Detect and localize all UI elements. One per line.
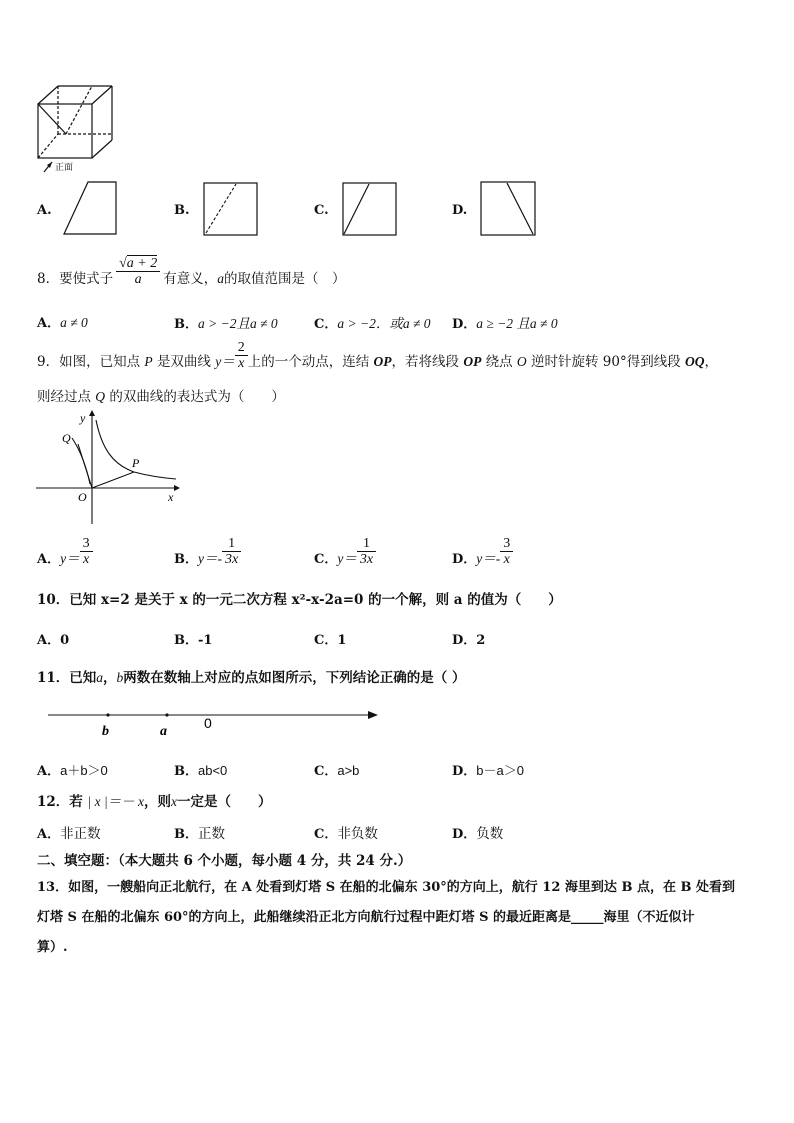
q9-option-c[interactable]: C．y＝ $\frac{1}{3x}$ bbox=[314, 536, 376, 567]
q8-var: a bbox=[217, 271, 224, 286]
q12-option-b[interactable]: B．正数 bbox=[174, 826, 225, 842]
q8-fraction-num: √a + 2 bbox=[116, 256, 160, 272]
q9-hyperbola-graph bbox=[34, 410, 184, 528]
q7-option-b-label: B. bbox=[174, 203, 190, 218]
q11-option-c[interactable]: C．a>b bbox=[314, 763, 360, 779]
q11-option-d[interactable]: D．b－a＞0 bbox=[452, 763, 524, 779]
q7-option-c-label: C. bbox=[314, 203, 329, 218]
graph-p-label: P bbox=[132, 456, 140, 470]
q9-option-a[interactable]: A．y＝ $\frac{3}{x}$ bbox=[37, 536, 93, 567]
cube-diagram bbox=[34, 82, 134, 178]
q12-option-d[interactable]: D．负数 bbox=[452, 826, 504, 842]
q9-stem-line1: 9．如图，已知点 P 是双曲线 y＝ $\frac{2}{x}$ 上的一个动点，连结 OP，若将线段 OP 绕点 O 逆时针旋转 90°得到线段 OQ， bbox=[37, 340, 718, 371]
front-label: 正面 bbox=[55, 163, 74, 173]
q8-stem-pre: 8．要使式子 bbox=[37, 271, 114, 287]
q7-option-d-label: D. bbox=[452, 203, 468, 218]
q8-option-c[interactable]: C．a > −2．或a ≠ 0 bbox=[314, 316, 431, 332]
graph-x-label: x bbox=[168, 490, 174, 504]
q11-stem: 11．已知a，b两数在数轴上对应的点如图所示，下列结论正确的是（ ） bbox=[37, 670, 466, 686]
q8-stem bbox=[37, 256, 345, 287]
q13-line-2: 灯塔 S 在船的北偏东 60°的方向上，此船继续沿正北方向航行过程中距灯塔 S 的最近距离是_____海里（不近似计 bbox=[37, 910, 695, 925]
q13-line-1: 13．如图，一艘船向正北航行，在 A 处看到灯塔 S 在船的北偏东 30°的方向上，航行 12 海里到达 B 点，在 B 处看到 bbox=[37, 880, 736, 895]
q8-stem-end: 的取值范围是（ ） bbox=[223, 271, 346, 287]
graph-y-label: y bbox=[80, 411, 86, 425]
q8-option-b[interactable]: B．a > −2且a ≠ 0 bbox=[174, 316, 278, 332]
q8-option-a[interactable]: A．a ≠ 0 bbox=[37, 315, 88, 331]
number-line-a: a bbox=[160, 724, 167, 739]
q8-option-d[interactable]: D．a ≥ −2 且a ≠ 0 bbox=[452, 316, 558, 332]
q7-option-d-figure[interactable] bbox=[479, 180, 539, 237]
q7-option-b-figure[interactable] bbox=[202, 181, 260, 237]
q10-stem: 10．已知 x=2 是关于 x 的一元二次方程 x²-x-2a=0 的一个解，则 a 的值为（ ） bbox=[37, 592, 562, 608]
q12-option-a[interactable]: A．非正数 bbox=[37, 826, 101, 842]
q10-option-b[interactable]: B．-1 bbox=[174, 633, 213, 648]
q10-option-d[interactable]: D．2 bbox=[452, 633, 486, 648]
q7-option-a-label: A. bbox=[37, 203, 52, 218]
q11-option-a[interactable]: A．a＋b＞0 bbox=[37, 763, 108, 779]
q8-stem-post: 有意义， bbox=[163, 271, 218, 287]
q10-option-a[interactable]: A．0 bbox=[37, 633, 70, 648]
number-line-b: b bbox=[102, 724, 109, 739]
q9-options bbox=[37, 536, 757, 576]
q13-line-3: 算）. bbox=[37, 940, 68, 955]
q11-number-line bbox=[46, 706, 382, 742]
q7-option-c-figure[interactable] bbox=[341, 181, 399, 237]
q9-stem-line2: 则经过点 Q 的双曲线的表达式为（ ） bbox=[37, 389, 285, 405]
section-2-title: 二、填空题：（本大题共 6 个小题，每小题 4 分，共 24 分.） bbox=[37, 853, 412, 869]
q9-option-d[interactable]: D．y＝- $\frac{3}{x}$ bbox=[452, 536, 513, 567]
graph-origin-label: O bbox=[78, 490, 87, 504]
q7-option-a-figure[interactable] bbox=[60, 180, 120, 236]
q9-option-b[interactable]: B．y＝- $\frac{1}{3x}$ bbox=[174, 536, 241, 567]
q8-fraction bbox=[116, 256, 160, 287]
q12-stem: 12．若 | x |＝－ x，则x一定是（ ） bbox=[37, 794, 272, 810]
q12-option-c[interactable]: C．非负数 bbox=[314, 826, 378, 842]
q11-option-b[interactable]: B．ab<0 bbox=[174, 763, 228, 779]
graph-q-label: Q bbox=[62, 431, 71, 445]
q8-fraction-den: a bbox=[134, 272, 142, 287]
q10-option-c[interactable]: C．1 bbox=[314, 633, 347, 648]
number-line-zero: 0 bbox=[204, 715, 212, 731]
